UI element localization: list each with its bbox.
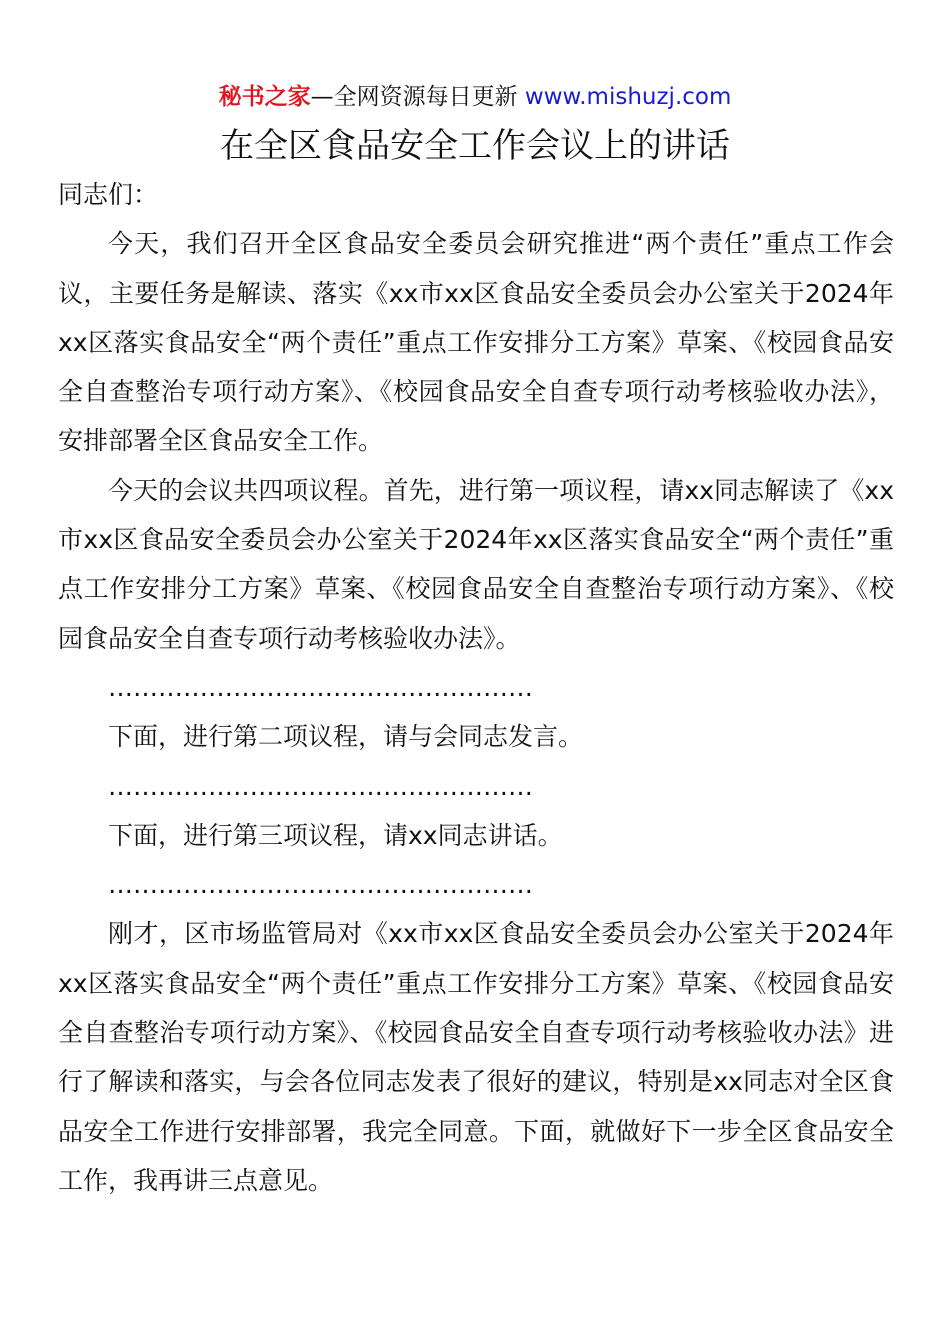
ellipsis-separator: …………………………………………… bbox=[108, 672, 533, 702]
paragraph-summary: 刚才，区市场监管局对《xx市xx区食品安全委员会办公室关于2024年xx区落实食品安全“两个责任”重点工作安排分工方案》草案、《校园食品安全自查整治专项行动方案》、《校园食品安全自查专项行动考核验收办法》进行了解读和落实，与会各位同志发表了很好的建议，特别是xx同志对全区食品安全工作进行安排部署，我完全同意。下面，就做好下一步全区食品安全工作，我再讲三点意见。 bbox=[58, 919, 894, 1195]
site-slogan: —全网资源每日更新 bbox=[310, 84, 518, 110]
paragraph-opening: 今天，我们召开全区食品安全委员会研究推进“两个责任”重点工作会议，主要任务是解读、落实《xx市xx区食品安全委员会办公室关于2024年xx区落实食品安全“两个责任”重点工作安排分工方案》草案、《校园食品安全自查整治专项行动方案》、《校园食品安全自查专项行动考核验收办法》，安排部署全区食品安全工作。 bbox=[58, 229, 894, 456]
site-header bbox=[0, 80, 950, 114]
document-body bbox=[58, 170, 894, 1205]
paragraph-second-item: 下面，进行第二项议程，请与会同志发言。 bbox=[108, 722, 584, 752]
paragraph-agenda: 今天的会议共四项议程。首先，进行第一项议程，请xx同志解读了《xx市xx区食品安全委员会办公室关于2024年xx区落实食品安全“两个责任”重点工作安排分工方案》草案、《校园食品安全自查整治专项行动方案》、《校园食品安全自查专项行动考核验收办法》。 bbox=[58, 475, 894, 653]
ellipsis-separator: …………………………………………… bbox=[108, 870, 533, 900]
document-title: 在全区食品安全工作会议上的讲话 bbox=[220, 126, 730, 166]
salutation: 同志们： bbox=[58, 180, 159, 209]
site-url-link[interactable]: www.mishuzj.com bbox=[524, 84, 732, 110]
ellipsis-separator: …………………………………………… bbox=[108, 771, 533, 801]
paragraph-third-item: 下面，进行第三项议程，请xx同志讲话。 bbox=[108, 820, 563, 850]
site-brand: 秘书之家 bbox=[218, 84, 311, 110]
